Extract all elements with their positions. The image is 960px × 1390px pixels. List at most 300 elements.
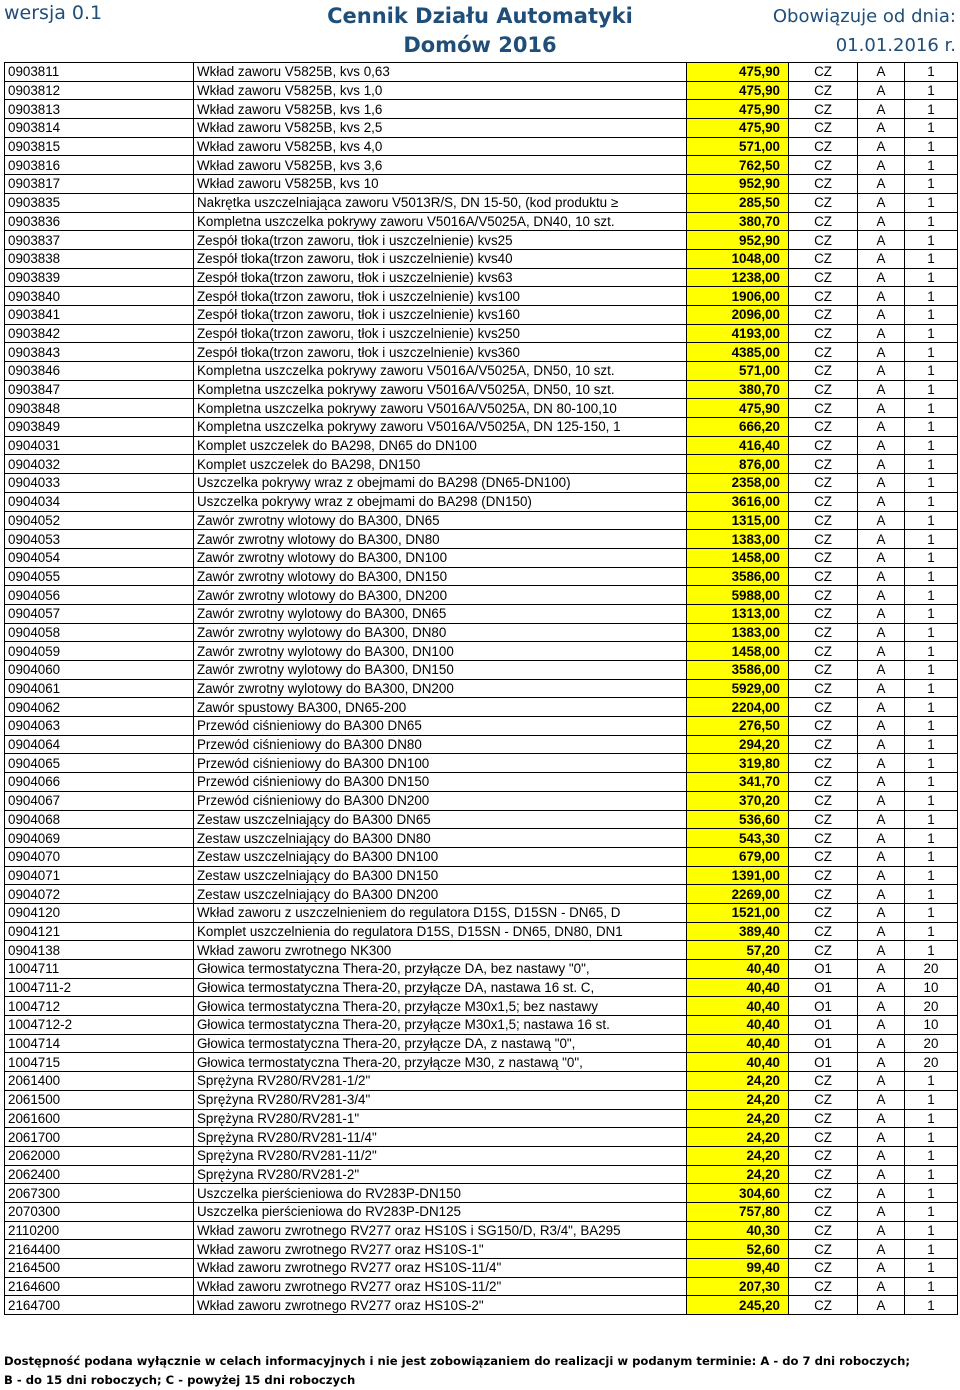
availability-cell: A (858, 1277, 905, 1296)
package-qty-cell: 1 (905, 1128, 958, 1147)
table-row (5, 866, 958, 885)
product-group-cell: CZ (789, 1277, 858, 1296)
product-code-cell: 1004711-2 (5, 978, 194, 997)
table-row (5, 511, 958, 530)
price-cell: 40,40 (687, 1016, 789, 1035)
availability-cell: A (858, 1109, 905, 1128)
product-description-cell: Przewód ciśnieniowy do BA300 DN80 (194, 735, 687, 754)
product-code-cell: 0904061 (5, 679, 194, 698)
package-qty-cell: 1 (905, 362, 958, 381)
table-row (5, 642, 958, 661)
product-code-cell: 0903816 (5, 156, 194, 175)
product-group-cell: CZ (789, 175, 858, 194)
product-code-cell: 0904069 (5, 829, 194, 848)
product-group-cell: CZ (789, 586, 858, 605)
product-group-cell: CZ (789, 717, 858, 736)
product-code-cell: 0903848 (5, 399, 194, 418)
product-description-cell: Głowica termostatyczna Thera-20, przyłącze DA, nastawa 16 st. C, (194, 978, 687, 997)
product-code-cell: 0903839 (5, 268, 194, 287)
availability-cell: A (858, 791, 905, 810)
product-description-cell: Zespół tłoka(trzon zaworu, tłok i uszczelnienie) kvs63 (194, 268, 687, 287)
product-description-cell: Komplet uszczelnienia do regulatora D15S, D15SN - DN65, DN80, DN1 (194, 922, 687, 941)
availability-cell: A (858, 1034, 905, 1053)
product-description-cell: Zawór zwrotny wylotowy do BA300, DN65 (194, 604, 687, 623)
table-row (5, 324, 958, 343)
availability-cell: A (858, 1296, 905, 1315)
product-code-cell: 0903847 (5, 380, 194, 399)
table-row (5, 1146, 958, 1165)
table-row (5, 1090, 958, 1109)
product-group-cell: CZ (789, 567, 858, 586)
product-group-cell: CZ (789, 81, 858, 100)
table-row (5, 1109, 958, 1128)
table-row (5, 1296, 958, 1315)
product-description-cell: Wkład zaworu zwrotnego NK300 (194, 941, 687, 960)
product-code-cell: 2061400 (5, 1072, 194, 1091)
availability-cell: A (858, 735, 905, 754)
product-group-cell: CZ (789, 305, 858, 324)
price-cell: 1391,00 (687, 866, 789, 885)
product-description-cell: Wkład zaworu zwrotnego RV277 oraz HS10S i SG150/D, R3/4", BA295 (194, 1221, 687, 1240)
product-group-cell: CZ (789, 1296, 858, 1315)
price-table-body (5, 63, 958, 1315)
package-qty-cell: 1 (905, 717, 958, 736)
availability-cell: A (858, 100, 905, 119)
product-code-cell: 0904138 (5, 941, 194, 960)
price-cell: 2269,00 (687, 885, 789, 904)
price-cell: 1383,00 (687, 530, 789, 549)
table-row (5, 474, 958, 493)
package-qty-cell: 1 (905, 1090, 958, 1109)
price-cell: 1458,00 (687, 642, 789, 661)
table-row (5, 717, 958, 736)
product-group-cell: CZ (789, 922, 858, 941)
product-description-cell: Głowica termostatyczna Thera-20, przyłącze M30, z nastawą "0", (194, 1053, 687, 1072)
table-row (5, 399, 958, 418)
availability-cell: A (858, 212, 905, 231)
table-row (5, 1165, 958, 1184)
product-code-cell: 2061700 (5, 1128, 194, 1147)
product-description-cell: Wkład zaworu zwrotnego RV277 oraz HS10S-2" (194, 1296, 687, 1315)
product-description-cell: Wkład zaworu V5825B, kvs 2,5 (194, 119, 687, 138)
table-row (5, 586, 958, 605)
valid-from (773, 2, 956, 60)
availability-cell: A (858, 1221, 905, 1240)
product-code-cell: 0904031 (5, 436, 194, 455)
product-code-cell: 0903817 (5, 175, 194, 194)
price-cell: 40,40 (687, 997, 789, 1016)
product-description-cell: Sprężyna RV280/RV281-2" (194, 1165, 687, 1184)
table-row (5, 1202, 958, 1221)
availability-cell: A (858, 1016, 905, 1035)
package-qty-cell: 20 (905, 1053, 958, 1072)
table-row (5, 735, 958, 754)
availability-cell: A (858, 866, 905, 885)
package-qty-cell: 1 (905, 399, 958, 418)
table-row (5, 81, 958, 100)
product-group-cell: CZ (789, 1240, 858, 1259)
package-qty-cell: 1 (905, 1259, 958, 1278)
availability-cell: A (858, 455, 905, 474)
table-row (5, 212, 958, 231)
product-description-cell: Sprężyna RV280/RV281-1" (194, 1109, 687, 1128)
product-code-cell: 1004714 (5, 1034, 194, 1053)
product-group-cell: CZ (789, 324, 858, 343)
product-description-cell: Zawór zwrotny wylotowy do BA300, DN200 (194, 679, 687, 698)
product-code-cell: 0904072 (5, 885, 194, 904)
package-qty-cell: 1 (905, 343, 958, 362)
availability-cell: A (858, 567, 905, 586)
product-group-cell: O1 (789, 978, 858, 997)
package-qty-cell: 1 (905, 773, 958, 792)
table-row (5, 380, 958, 399)
product-group-cell: CZ (789, 212, 858, 231)
product-description-cell: Sprężyna RV280/RV281-11/4" (194, 1128, 687, 1147)
product-description-cell: Przewód ciśnieniowy do BA300 DN65 (194, 717, 687, 736)
price-cell: 666,20 (687, 418, 789, 437)
package-qty-cell: 1 (905, 156, 958, 175)
package-qty-cell: 1 (905, 754, 958, 773)
table-row (5, 100, 958, 119)
table-row (5, 193, 958, 212)
product-description-cell: Wkład zaworu zwrotnego RV277 oraz HS10S-1" (194, 1240, 687, 1259)
product-group-cell: CZ (789, 941, 858, 960)
package-qty-cell: 1 (905, 474, 958, 493)
package-qty-cell: 20 (905, 1034, 958, 1053)
availability-cell: A (858, 623, 905, 642)
product-description-cell: Głowica termostatyczna Thera-20, przyłącze M30x1,5; bez nastawy (194, 997, 687, 1016)
table-row (5, 1034, 958, 1053)
table-row (5, 492, 958, 511)
product-description-cell: Kompletna uszczelka pokrywy zaworu V5016A/V5025A, DN40, 10 szt. (194, 212, 687, 231)
package-qty-cell: 1 (905, 735, 958, 754)
availability-cell: A (858, 754, 905, 773)
product-description-cell: Zestaw uszczelniający do BA300 DN65 (194, 810, 687, 829)
table-row (5, 455, 958, 474)
price-cell: 2204,00 (687, 698, 789, 717)
product-description-cell: Zawór zwrotny wylotowy do BA300, DN80 (194, 623, 687, 642)
product-group-cell: CZ (789, 193, 858, 212)
product-code-cell: 0903841 (5, 305, 194, 324)
package-qty-cell: 1 (905, 530, 958, 549)
package-qty-cell: 1 (905, 903, 958, 922)
price-cell: 24,20 (687, 1072, 789, 1091)
product-description-cell: Wkład zaworu V5825B, kvs 4,0 (194, 137, 687, 156)
price-cell: 475,90 (687, 119, 789, 138)
table-row (5, 754, 958, 773)
availability-cell: A (858, 156, 905, 175)
package-qty-cell: 1 (905, 548, 958, 567)
package-qty-cell: 1 (905, 698, 958, 717)
availability-cell: A (858, 530, 905, 549)
product-code-cell: 2164400 (5, 1240, 194, 1259)
product-code-cell: 0904066 (5, 773, 194, 792)
product-description-cell: Zespół tłoka(trzon zaworu, tłok i uszczelnienie) kvs40 (194, 249, 687, 268)
product-group-cell: CZ (789, 1146, 858, 1165)
price-cell: 679,00 (687, 847, 789, 866)
table-row (5, 698, 958, 717)
price-cell: 762,50 (687, 156, 789, 175)
price-cell: 2358,00 (687, 474, 789, 493)
product-description-cell: Przewód ciśnieniowy do BA300 DN200 (194, 791, 687, 810)
table-row (5, 548, 958, 567)
price-cell: 1315,00 (687, 511, 789, 530)
product-description-cell: Uszczelka pierścieniowa do RV283P-DN150 (194, 1184, 687, 1203)
availability-cell: A (858, 548, 905, 567)
product-group-cell: CZ (789, 100, 858, 119)
price-cell: 5988,00 (687, 586, 789, 605)
product-code-cell: 0903837 (5, 231, 194, 250)
price-cell: 40,40 (687, 960, 789, 979)
package-qty-cell: 1 (905, 866, 958, 885)
product-code-cell: 0903846 (5, 362, 194, 381)
price-cell: 416,40 (687, 436, 789, 455)
price-cell: 4193,00 (687, 324, 789, 343)
product-description-cell: Uszczelka pierścieniowa do RV283P-DN125 (194, 1202, 687, 1221)
product-code-cell: 0903811 (5, 63, 194, 82)
product-group-cell: CZ (789, 1184, 858, 1203)
price-cell: 3586,00 (687, 567, 789, 586)
product-code-cell: 2164600 (5, 1277, 194, 1296)
package-qty-cell: 1 (905, 679, 958, 698)
availability-cell: A (858, 1259, 905, 1278)
package-qty-cell: 1 (905, 623, 958, 642)
availability-cell: A (858, 1202, 905, 1221)
price-cell: 536,60 (687, 810, 789, 829)
product-description-cell: Sprężyna RV280/RV281-3/4" (194, 1090, 687, 1109)
product-group-cell: CZ (789, 418, 858, 437)
availability-note-line-2: B - do 15 dni roboczych; C - powyżej 15 dni roboczych (4, 1373, 356, 1387)
table-row (5, 978, 958, 997)
availability-cell: A (858, 231, 905, 250)
product-group-cell: CZ (789, 1259, 858, 1278)
price-table (4, 62, 958, 1315)
product-code-cell: 1004712 (5, 997, 194, 1016)
product-description-cell: Przewód ciśnieniowy do BA300 DN150 (194, 773, 687, 792)
table-row (5, 156, 958, 175)
product-code-cell: 2067300 (5, 1184, 194, 1203)
availability-cell: A (858, 960, 905, 979)
availability-cell: A (858, 305, 905, 324)
product-group-cell: O1 (789, 997, 858, 1016)
product-group-cell: CZ (789, 119, 858, 138)
product-description-cell: Wkład zaworu V5825B, kvs 1,0 (194, 81, 687, 100)
availability-cell: A (858, 436, 905, 455)
availability-cell: A (858, 885, 905, 904)
product-code-cell: 0903849 (5, 418, 194, 437)
product-description-cell: Głowica termostatyczna Thera-20, przyłącze M30x1,5; nastawa 16 st. (194, 1016, 687, 1035)
table-row (5, 997, 958, 1016)
product-description-cell: Zespół tłoka(trzon zaworu, tłok i uszczelnienie) kvs250 (194, 324, 687, 343)
table-row (5, 287, 958, 306)
product-description-cell: Zespół tłoka(trzon zaworu, tłok i uszczelnienie) kvs360 (194, 343, 687, 362)
package-qty-cell: 1 (905, 885, 958, 904)
availability-cell: A (858, 997, 905, 1016)
table-row (5, 623, 958, 642)
price-cell: 40,40 (687, 978, 789, 997)
price-cell: 952,90 (687, 231, 789, 250)
product-description-cell: Zawór zwrotny wlotowy do BA300, DN65 (194, 511, 687, 530)
price-cell: 3586,00 (687, 661, 789, 680)
availability-cell: A (858, 1146, 905, 1165)
package-qty-cell: 1 (905, 1277, 958, 1296)
availability-cell: A (858, 362, 905, 381)
package-qty-cell: 1 (905, 175, 958, 194)
product-description-cell: Wkład zaworu zwrotnego RV277 oraz HS10S-11/2" (194, 1277, 687, 1296)
product-group-cell: CZ (789, 63, 858, 82)
product-description-cell: Kompletna uszczelka pokrywy zaworu V5016A/V5025A, DN50, 10 szt. (194, 380, 687, 399)
product-code-cell: 0903815 (5, 137, 194, 156)
product-code-cell: 0904062 (5, 698, 194, 717)
product-group-cell: O1 (789, 1034, 858, 1053)
product-group-cell: CZ (789, 156, 858, 175)
table-row (5, 268, 958, 287)
availability-cell: A (858, 380, 905, 399)
product-code-cell: 1004712-2 (5, 1016, 194, 1035)
product-code-cell: 2062000 (5, 1146, 194, 1165)
price-cell: 57,20 (687, 941, 789, 960)
package-qty-cell: 1 (905, 436, 958, 455)
product-code-cell: 0904065 (5, 754, 194, 773)
product-group-cell: CZ (789, 1109, 858, 1128)
product-description-cell: Uszczelka pokrywy wraz z obejmami do BA298 (DN150) (194, 492, 687, 511)
price-cell: 380,70 (687, 212, 789, 231)
price-cell: 24,20 (687, 1165, 789, 1184)
price-cell: 99,40 (687, 1259, 789, 1278)
table-row (5, 1016, 958, 1035)
product-code-cell: 0904033 (5, 474, 194, 493)
product-code-cell: 0903843 (5, 343, 194, 362)
product-group-cell: CZ (789, 604, 858, 623)
product-description-cell: Zawór zwrotny wylotowy do BA300, DN150 (194, 661, 687, 680)
availability-cell: A (858, 193, 905, 212)
product-group-cell: CZ (789, 436, 858, 455)
product-group-cell: CZ (789, 249, 858, 268)
product-description-cell: Nakrętka uszczelniająca zaworu V5013R/S, DN 15-50, (kod produktu ≥ (194, 193, 687, 212)
price-cell: 40,40 (687, 1034, 789, 1053)
availability-cell: A (858, 1090, 905, 1109)
product-code-cell: 2110200 (5, 1221, 194, 1240)
product-description-cell: Zestaw uszczelniający do BA300 DN80 (194, 829, 687, 848)
product-description-cell: Komplet uszczelek do BA298, DN65 do DN100 (194, 436, 687, 455)
availability-cell: A (858, 474, 905, 493)
product-description-cell: Przewód ciśnieniowy do BA300 DN100 (194, 754, 687, 773)
product-description-cell: Wkład zaworu zwrotnego RV277 oraz HS10S-11/4" (194, 1259, 687, 1278)
product-description-cell: Wkład zaworu V5825B, kvs 3,6 (194, 156, 687, 175)
product-code-cell: 0903814 (5, 119, 194, 138)
availability-cell: A (858, 249, 905, 268)
price-cell: 276,50 (687, 717, 789, 736)
price-cell: 5929,00 (687, 679, 789, 698)
product-group-cell: CZ (789, 847, 858, 866)
product-code-cell: 0904068 (5, 810, 194, 829)
product-code-cell: 2164500 (5, 1259, 194, 1278)
availability-cell: A (858, 586, 905, 605)
table-row (5, 885, 958, 904)
availability-cell: A (858, 287, 905, 306)
package-qty-cell: 1 (905, 249, 958, 268)
package-qty-cell: 1 (905, 567, 958, 586)
product-code-cell: 0903838 (5, 249, 194, 268)
product-group-cell: CZ (789, 1202, 858, 1221)
product-group-cell: CZ (789, 268, 858, 287)
table-row (5, 604, 958, 623)
product-group-cell: CZ (789, 698, 858, 717)
product-description-cell: Kompletna uszczelka pokrywy zaworu V5016A/V5025A, DN 125-150, 1 (194, 418, 687, 437)
product-code-cell: 0904120 (5, 903, 194, 922)
page-header (0, 0, 960, 62)
package-qty-cell: 1 (905, 1202, 958, 1221)
product-group-cell: CZ (789, 380, 858, 399)
table-row (5, 903, 958, 922)
package-qty-cell: 1 (905, 81, 958, 100)
package-qty-cell: 1 (905, 1296, 958, 1315)
product-code-cell: 2070300 (5, 1202, 194, 1221)
package-qty-cell: 1 (905, 829, 958, 848)
product-description-cell: Sprężyna RV280/RV281-11/2" (194, 1146, 687, 1165)
price-cell: 245,20 (687, 1296, 789, 1315)
product-description-cell: Zespół tłoka(trzon zaworu, tłok i uszczelnienie) kvs25 (194, 231, 687, 250)
price-cell: 475,90 (687, 81, 789, 100)
product-code-cell: 1004715 (5, 1053, 194, 1072)
package-qty-cell: 1 (905, 268, 958, 287)
product-group-cell: CZ (789, 399, 858, 418)
product-code-cell: 0904034 (5, 492, 194, 511)
availability-cell: A (858, 1072, 905, 1091)
product-description-cell: Zestaw uszczelniający do BA300 DN100 (194, 847, 687, 866)
package-qty-cell: 1 (905, 305, 958, 324)
availability-cell: A (858, 492, 905, 511)
product-code-cell: 0903835 (5, 193, 194, 212)
product-code-cell: 0904059 (5, 642, 194, 661)
table-row (5, 1240, 958, 1259)
product-group-cell: CZ (789, 1165, 858, 1184)
price-cell: 24,20 (687, 1146, 789, 1165)
availability-note-line-1: Dostępność podana wyłącznie w celach informacyjnych i nie jest zobowiązaniem do realizacji w podanym terminie: A - do 7 dni roboczych; (4, 1354, 911, 1368)
product-group-cell: CZ (789, 474, 858, 493)
availability-cell: A (858, 698, 905, 717)
availability-note (4, 1352, 954, 1390)
price-cell: 294,20 (687, 735, 789, 754)
price-cell: 1313,00 (687, 604, 789, 623)
package-qty-cell: 1 (905, 661, 958, 680)
product-group-cell: CZ (789, 866, 858, 885)
availability-cell: A (858, 511, 905, 530)
availability-cell: A (858, 604, 905, 623)
package-qty-cell: 1 (905, 324, 958, 343)
table-row (5, 847, 958, 866)
product-code-cell: 0904063 (5, 717, 194, 736)
product-group-cell: CZ (789, 1128, 858, 1147)
table-row (5, 941, 958, 960)
table-row (5, 1184, 958, 1203)
product-code-cell: 0904060 (5, 661, 194, 680)
table-row (5, 63, 958, 82)
table-row (5, 530, 958, 549)
price-cell: 1906,00 (687, 287, 789, 306)
package-qty-cell: 1 (905, 231, 958, 250)
product-description-cell: Wkład zaworu V5825B, kvs 10 (194, 175, 687, 194)
product-description-cell: Zawór zwrotny wlotowy do BA300, DN80 (194, 530, 687, 549)
valid-from-date: 01.01.2016 r. (835, 35, 956, 56)
product-description-cell: Uszczelka pokrywy wraz z obejmami do BA298 (DN65-DN100) (194, 474, 687, 493)
availability-cell: A (858, 810, 905, 829)
price-cell: 475,90 (687, 399, 789, 418)
table-row (5, 137, 958, 156)
version-label: wersja 0.1 (4, 2, 103, 24)
page-title: Cennik Działu Automatyki Domów 2016 (327, 4, 633, 57)
product-code-cell: 2061500 (5, 1090, 194, 1109)
